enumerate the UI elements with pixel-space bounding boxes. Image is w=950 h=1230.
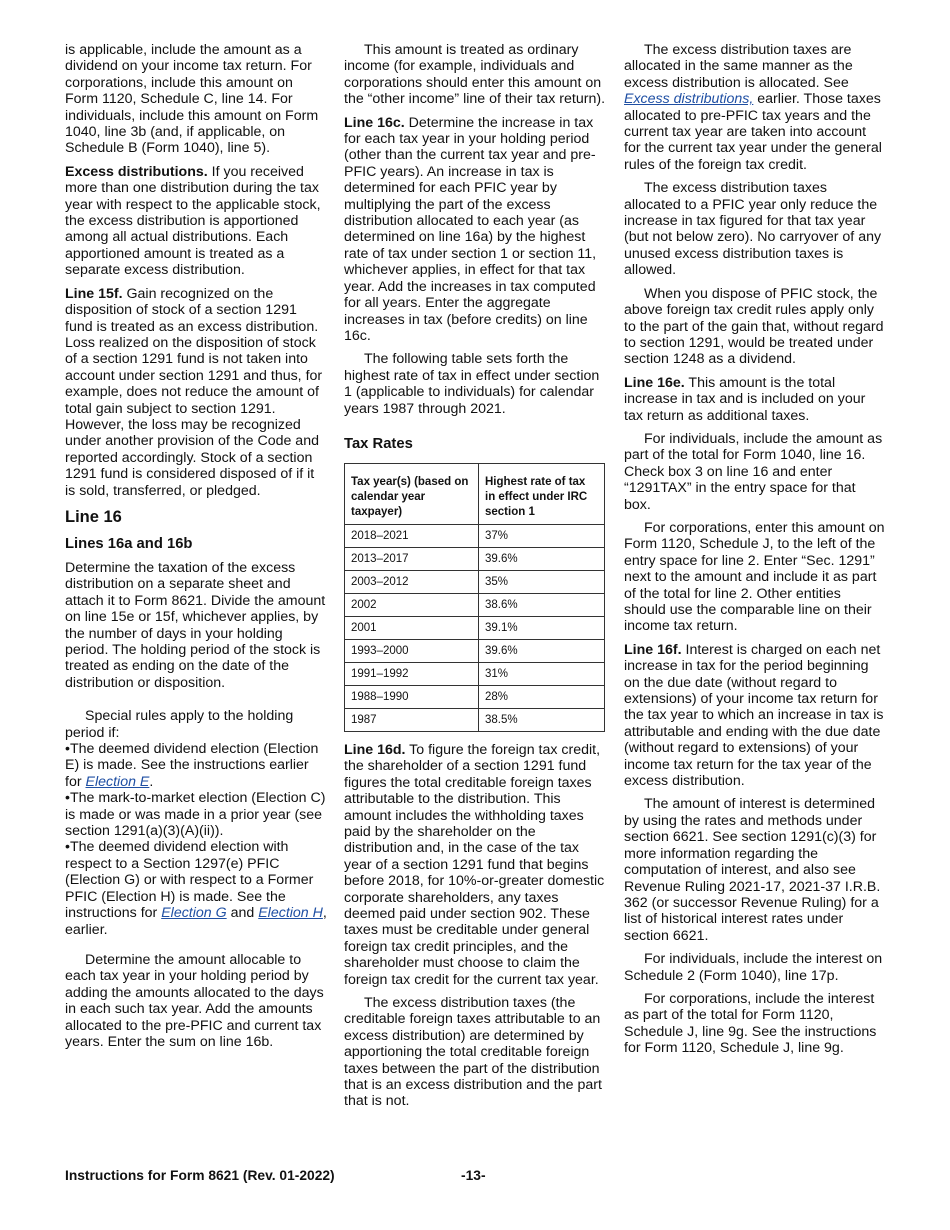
run-in-heading: Line 15f. (65, 285, 123, 302)
table-cell: 2001 (345, 616, 479, 639)
paragraph: is applicable, include the amount as a dividend on your income tax return. For corporations, include this amount on Form 1120, Schedule C, line 14. For individuals, include this amount on Form 1040, line 3b (and, if applicable, on Schedule B (Form 1040), line 5). (65, 42, 319, 157)
run-in-heading: Line 16c. (344, 114, 405, 131)
paragraph-text: If you received more than one distribution during the tax year with respect to the applicable stock, the excess distribution is apportioned among all actual distributions. Each apportioned amount is treated as a separate excess distribution. (65, 163, 321, 279)
bullet-text: . (149, 773, 154, 790)
bullet-text: , earlier. (65, 905, 327, 938)
table-cell: 1991–1992 (345, 662, 479, 685)
column-header: Tax year(s) (based on calendar year taxpayer) (345, 463, 479, 524)
column-header: Highest rate of tax in effect under IRC section 1 (479, 463, 605, 524)
paragraph: Special rules apply to the holding period if: (65, 708, 294, 741)
paragraph: Determine the taxation of the excess distribution on a separate sheet and attach it to Form 8621. Divide the amount on line 15e or 15f, whichever applies, by the number of days in your holding period. The holding period of the stock is treated as ending on the date of the distribution or disposition. (65, 559, 326, 691)
tax-rates-heading: Tax Rates (344, 435, 413, 452)
paragraph: The excess distribution taxes (the creditable foreign taxes attributable to an excess distribution) are determined by apportioning the total creditable foreign taxes between the part of the distribution that is an excess distribution and the part that is not. (344, 995, 602, 1110)
table-row (345, 570, 605, 593)
paragraph-line-16f (624, 642, 886, 790)
paragraph-line-16c (344, 115, 606, 345)
paragraph-line-16d (344, 742, 606, 988)
table-row (345, 662, 605, 685)
paragraph-line-16e (624, 375, 886, 424)
paragraph-text: The excess distribution taxes are allocated in the same manner as the excess distribution is allocated. See (624, 42, 853, 91)
paragraph: The amount of interest is determined by using the rates and methods under section 6621. See section 1291(c)(3) for more information regarding the computation of interest, and also see Revenue Ruling 2021-17, 2021-37 I.R.B. 362 (or successor Revenue Ruling) for a list of historical interest rates under section 6621. (624, 796, 881, 944)
table-cell: 38.5% (479, 708, 605, 731)
table-cell: 1988–1990 (345, 685, 479, 708)
table-cell: 38.6% (479, 593, 605, 616)
paragraph-text: Gain recognized on the disposition of stock of a section 1291 fund is treated as an excess distribution. Loss realized on the disposition of stock of a section 1291 fund is not taken into account under section 1291 and thus, for example, does not reduce the amount of total gain subject to section 1291. However, the loss may be recognized under another provision of the Code and reported accordingly. Stock of a section 1291 fund is considered disposed of if it is sold, transferred, or pledged. (65, 285, 323, 499)
table-row (345, 524, 605, 547)
column-3 (624, 42, 886, 1064)
column-1 (65, 42, 327, 1057)
table-row (345, 616, 605, 639)
table-cell: 39.6% (479, 639, 605, 662)
subsection-heading-lines-16a-16b: Lines 16a and 16b (65, 535, 193, 552)
table-row (345, 593, 605, 616)
bullet-text: The deemed dividend election (Election E) is made. See the instructions earlier for (65, 741, 319, 790)
tax-rates-table (344, 463, 605, 732)
table-row (345, 639, 605, 662)
table-cell: 1987 (345, 708, 479, 731)
table-cell: 35% (479, 570, 605, 593)
page-number: -13- (461, 1168, 486, 1183)
paragraph: For corporations, include the interest as part of the total for Form 1120, Schedule J, line 9g. See the instructions for Form 1120, Schedule J, line 9g. (624, 990, 877, 1057)
paragraph (624, 42, 886, 173)
table-cell: 39.6% (479, 547, 605, 570)
bullet-text: The deemed dividend election with respect to a Section 1297(e) PFIC (Election G) or with respect to a Former PFIC (Election H) is made. See the instructions for (65, 839, 314, 922)
paragraph: The following table sets forth the highest rate of tax in effect under section 1 (applicable to individuals) for calendar years 1987 through 2021. (344, 351, 600, 417)
bullet-text: and (226, 905, 259, 922)
run-in-heading: Line 16e. (624, 374, 685, 391)
table-cell: 2002 (345, 593, 479, 616)
table-cell: 2003–2012 (345, 570, 479, 593)
paragraph-text: earlier. Those taxes allocated to pre-PFIC tax years and the current tax year are taken into account for the current tax year under the general rules of the foreign tax credit. (624, 91, 882, 173)
paragraph-text: To figure the foreign tax credit, the shareholder of a section 1291 fund figures the total creditable foreign taxes attributable to the distribution. This amount includes the withholding taxes paid by the shareholder on the distribution and, in the case of the tax year of a section 1291 fund that begins before 2018, for 10%-or-greater domestic corporate shareholders, any taxes deemed paid under section 902. These taxes must be creditable under general foreign tax credit principles, and the shareholder must choose to claim the foreign tax credit for the current tax year. (344, 741, 605, 988)
bullet-item: • The mark-to-market election (Election C) is made or was made in a prior year (see section 1291(a)(3)(A)(ii)). (65, 790, 327, 839)
paragraph-text: Determine the increase in tax for each tax year in your holding period (other than the current tax year and pre-PFIC years). An increase in tax is determined for each PFIC year by multiplying the part of the excess distribution allocated to each year (as determined on line 16a) by the highest rate of tax under section 1 or section 11, whichever applies, in effect for that tax year. Add the increases in tax computed for all years. Enter the aggregate increases in tax (before credits) on line 16c. (344, 114, 597, 344)
paragraph: Determine the amount allocable to each tax year in your holding period by adding the amounts allocated to the days in each such tax year. Add the amounts allocated to the pre-PFIC and current tax years. Enter the sum on line 16b. (65, 951, 324, 1050)
table-header-row (345, 463, 605, 524)
paragraph-excess-distributions (65, 164, 327, 279)
run-in-heading: Line 16d. (344, 741, 406, 758)
run-in-heading: Excess distributions. (65, 163, 208, 180)
table-row (345, 547, 605, 570)
section-heading-line-16: Line 16 (65, 507, 122, 526)
table-cell: 39.1% (479, 616, 605, 639)
paragraph: The excess distribution taxes allocated to a PFIC year only reduce the increase in tax figured for that tax year (but not below zero). No carryover of any unused excess distribution taxes is allowed. (624, 180, 882, 279)
paragraph-text: Interest is charged on each net increase in tax for the period beginning on the due date (without regard to extensions) of your income tax return for the tax year to which an increase in tax is attributable and ending with the due date (without regard to extensions) of your income tax return for the tax year of the excess distribution. (624, 641, 884, 790)
election-e-link[interactable]: Election E (85, 773, 150, 790)
table-row (345, 708, 605, 731)
column-2 (344, 42, 606, 1117)
table-cell: 31% (479, 662, 605, 685)
footer-form-title: Instructions for Form 8621 (Rev. 01-2022) (65, 1168, 335, 1183)
table-cell: 2018–2021 (345, 524, 479, 547)
excess-distributions-link[interactable]: Excess distributions, (624, 91, 754, 108)
bullet-item (65, 839, 327, 937)
paragraph-line-15f (65, 286, 327, 499)
paragraph-text: This amount is the total increase in tax and is included on your tax return as additional taxes. (624, 374, 866, 424)
run-in-heading: Line 16f. (624, 641, 682, 658)
paragraph: This amount is treated as ordinary income (for example, individuals and corporations should enter this amount on the “other income” line of their tax return). (344, 42, 606, 108)
bullet-item (65, 741, 327, 790)
paragraph: For corporations, enter this amount on Form 1120, Schedule J, to the left of the entry space for line 2. Enter “Sec. 1291” next to the amount and include it as part of the total for line 2. Other entities should use the comparable line on their income tax return. (624, 519, 885, 635)
paragraph: When you dispose of PFIC stock, the above foreign tax credit rules apply only to the part of the gain that, without regard to section 1291, would be treated under section 1248 as a dividend. (624, 285, 884, 368)
table-row (345, 685, 605, 708)
paragraph: For individuals, include the amount as part of the total for Form 1040, line 16. Check box 3 on line 16 and enter “1291TAX” in the entry space for that box. (624, 430, 883, 513)
table-cell: 37% (479, 524, 605, 547)
table-cell: 28% (479, 685, 605, 708)
table-cell: 1993–2000 (345, 639, 479, 662)
election-h-link[interactable]: Election H (258, 905, 323, 922)
paragraph: For individuals, include the interest on Schedule 2 (Form 1040), line 17p. (624, 951, 883, 984)
table-cell: 2013–2017 (345, 547, 479, 570)
election-g-link[interactable]: Election G (161, 905, 227, 922)
